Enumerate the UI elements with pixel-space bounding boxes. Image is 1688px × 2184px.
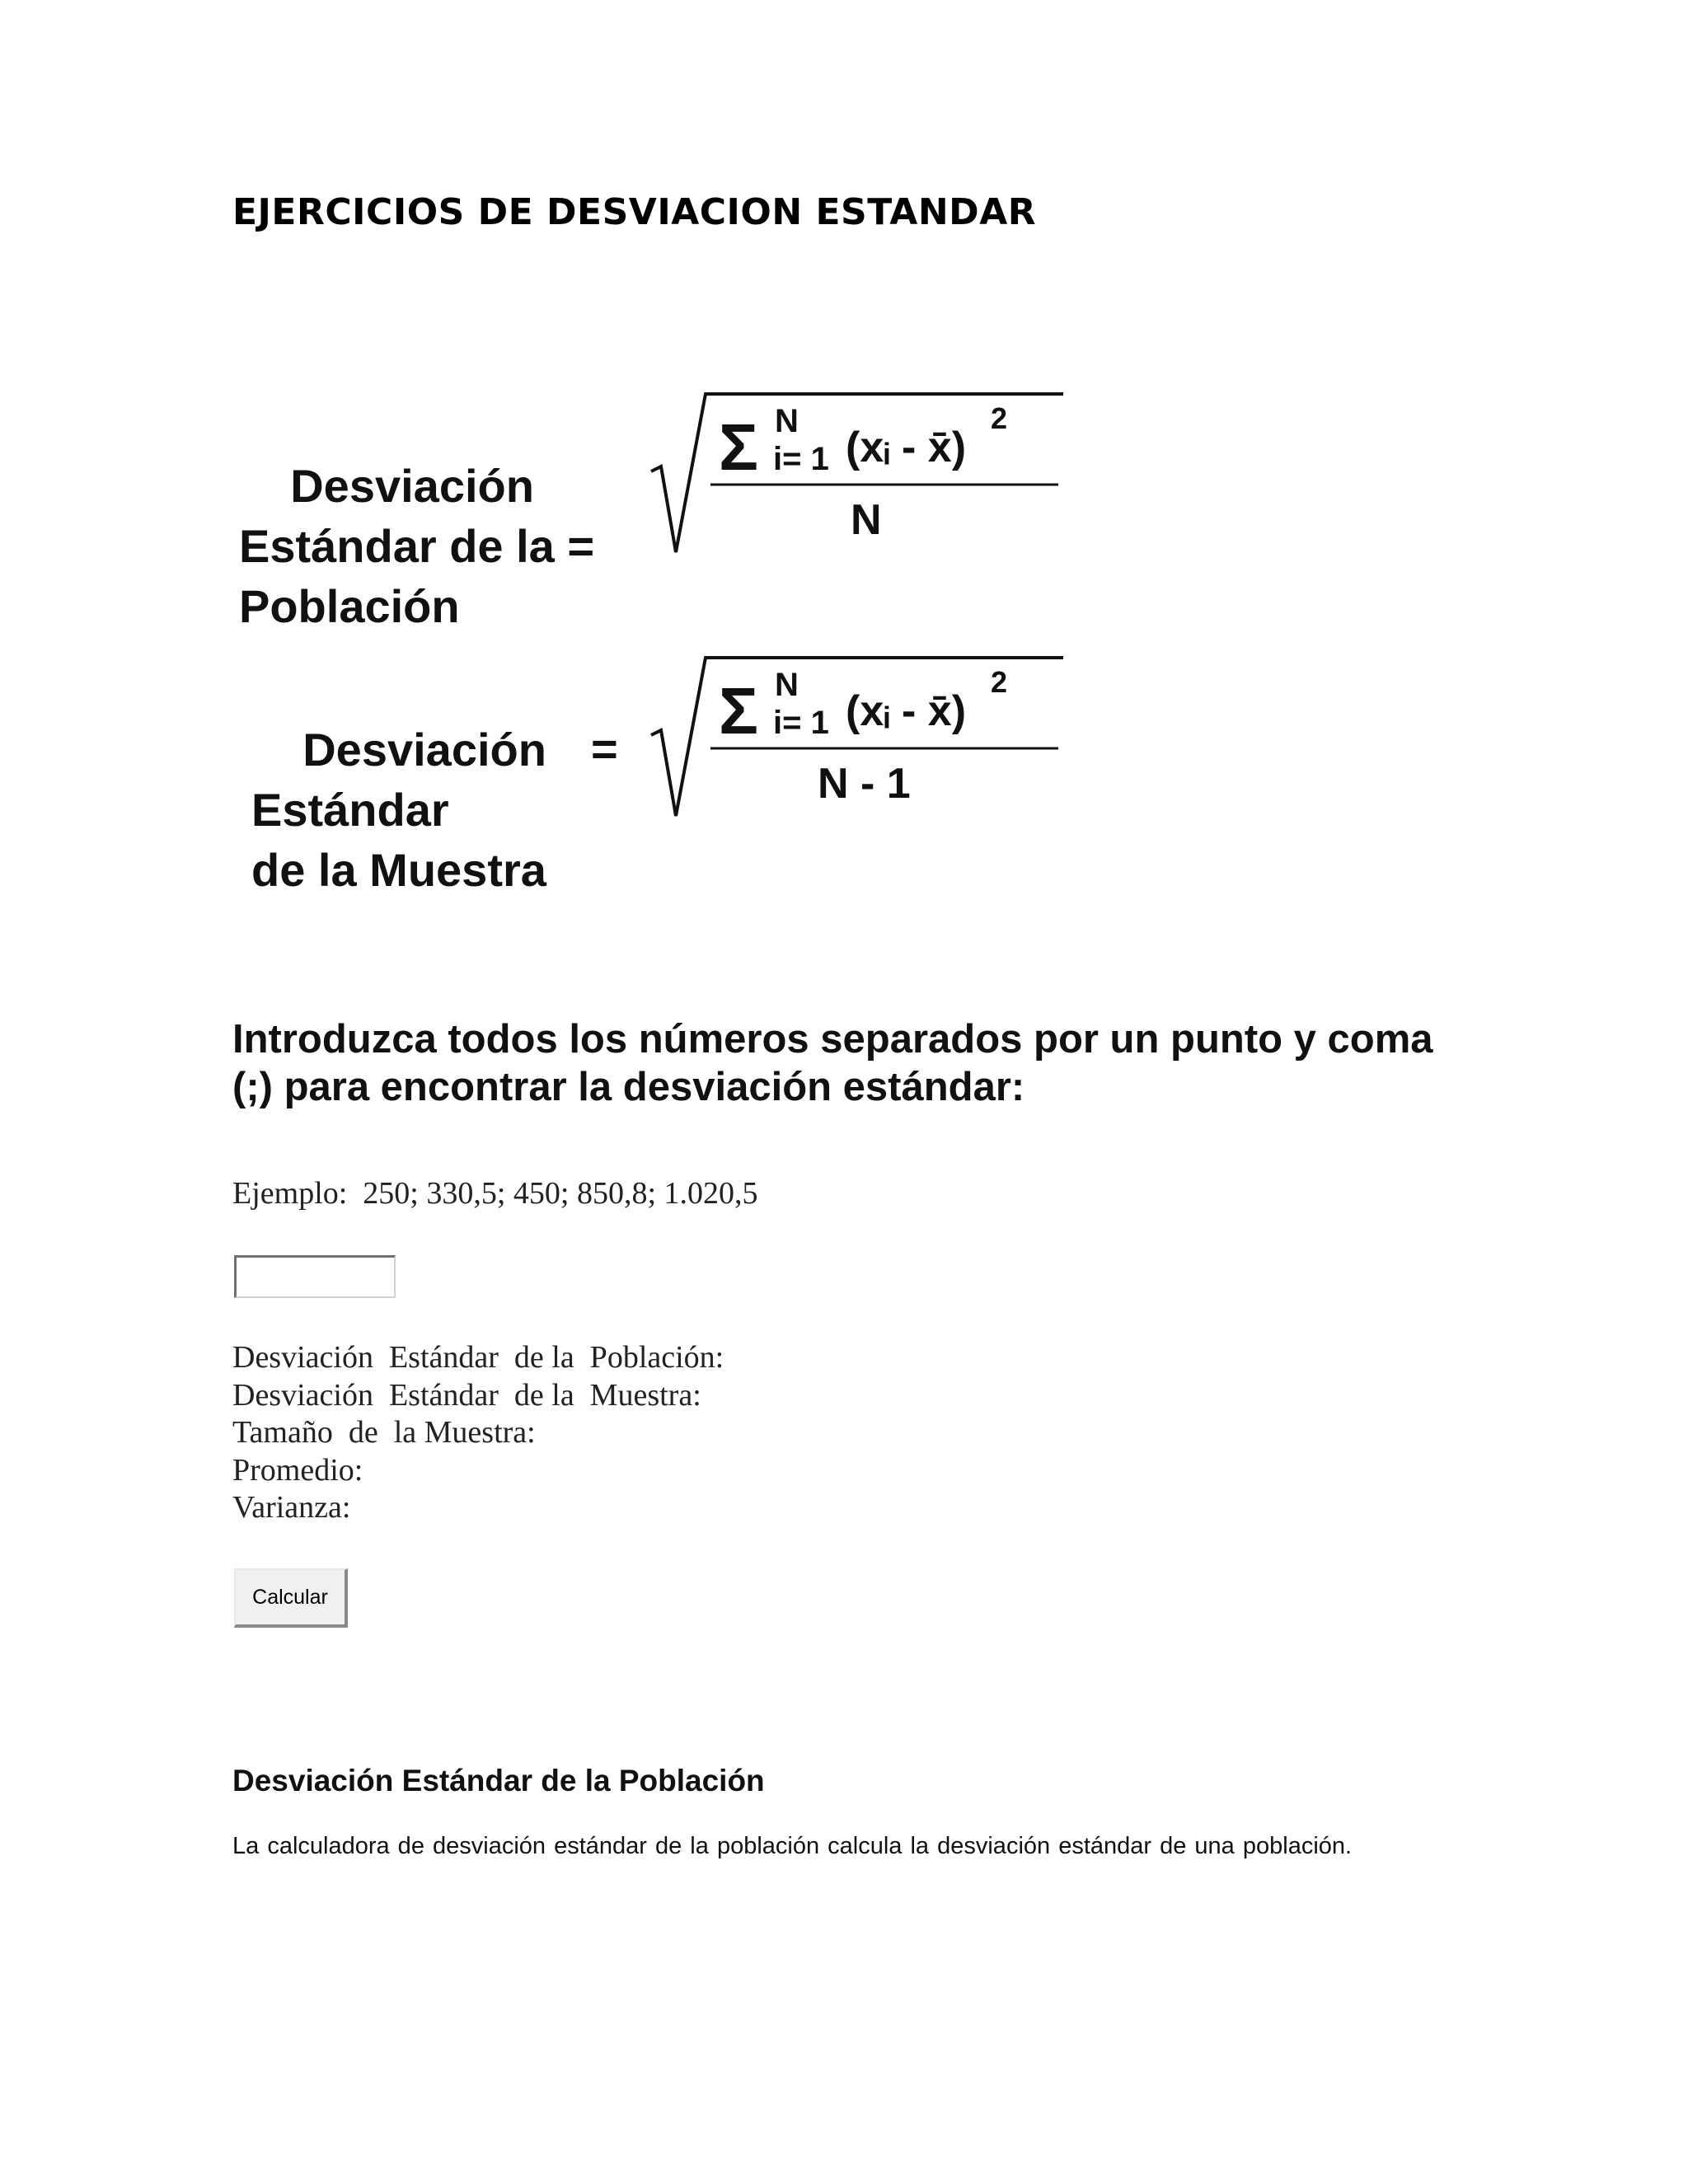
exponent: 2 [991,401,1008,435]
calculate-button[interactable]: Calcular [234,1568,348,1628]
sample-size-result: Tamaño de la Muestra: [232,1415,536,1450]
sample-formula-expression [651,651,1080,849]
sample-sd-result: Desviación Estándar de la Muestra: [232,1377,701,1413]
sum-lower-limit: i= 1 [773,441,829,477]
section-description: La calculadora de desviación estándar de la población calcula la desviación estándar de una población. [232,1833,1353,1859]
sigma-symbol: Σ [719,674,759,748]
sample-formula-label: Desviación Estándar de la Muestra [251,724,546,896]
section-heading: Desviación Estándar de la Población [232,1764,765,1797]
denominator: N - 1 [818,760,911,808]
denominator: N [851,496,882,544]
numbers-input[interactable] [234,1255,396,1298]
results-list [232,1339,724,1527]
population-formula-label: Desviación Estándar de la = Población [239,460,595,632]
population-sd-result: Desviación Estándar de la Población: [232,1340,724,1375]
example-text: Ejemplo: 250; 330,5; 450; 850,8; 1.020,5 [232,1176,758,1211]
sum-upper-limit: N [775,403,799,439]
mean-result: Promedio: [232,1452,363,1488]
sum-upper-limit: N [775,667,799,703]
population-formula-expression [651,387,1080,585]
sum-term: (xᵢ - x̄) [846,424,967,471]
sum-term: (xᵢ - x̄) [846,687,967,735]
page-title: EJERCICIOS DE DESVIACION ESTANDAR [232,191,1037,233]
sum-lower-limit: i= 1 [773,705,829,741]
variance-result: Varianza: [232,1490,351,1525]
exponent: 2 [991,665,1008,699]
equals-sign: = [591,723,618,775]
sigma-symbol: Σ [719,410,759,484]
calculator-instruction: Introduzca todos los números separados por un punto y coma (;) para encontrar la desviación estándar: [232,1017,1433,1109]
